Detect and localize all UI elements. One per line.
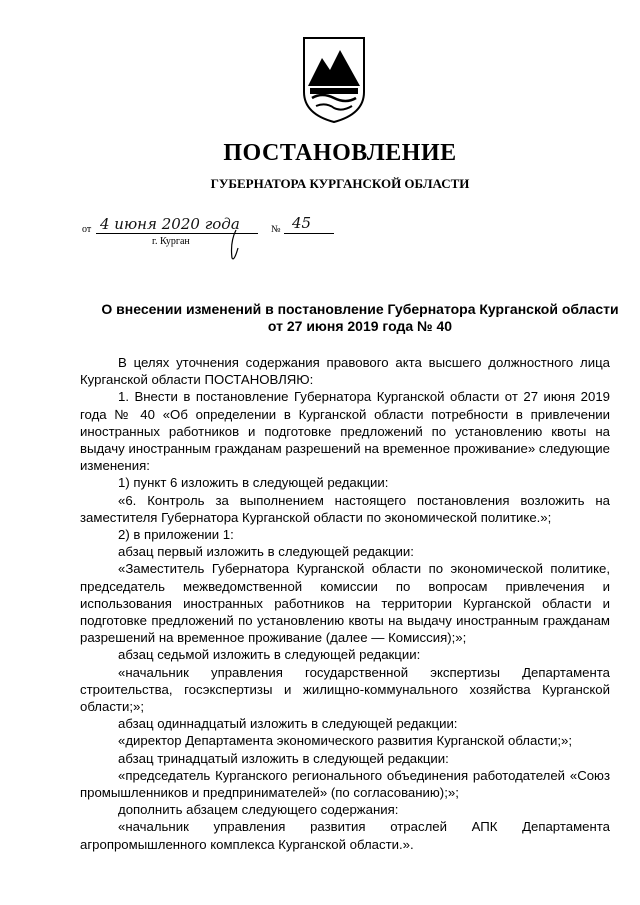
document-type-heading: ПОСТАНОВЛЕНИЕ (223, 140, 457, 166)
handwritten-number: 45 (292, 214, 312, 232)
document-body (80, 354, 610, 853)
title-line: О внесении изменений в постановление Губернатора Курганской области (101, 301, 619, 317)
coat-of-arms-emblem (302, 36, 366, 124)
paragraph-quote-expertise: «начальник управления государственной экспертизы Департамента строительства, госэкспертизы и жилищно-коммунального хозяйства Курганской области;»; (80, 664, 610, 715)
handwritten-date: 4 июня 2020 года (100, 215, 240, 233)
paragraph-quote-point-6: «6. Контроль за выполнением настоящего постановления возложить на заместителя Губернатора Курганской области по экономической политике.»; (80, 492, 610, 525)
paragraph-subitem-1: 1) пункт 6 изложить в следующей редакции: (118, 475, 389, 491)
paragraph-add-abzac: дополнить абзацем следующего содержания: (118, 802, 399, 818)
signature-mark (226, 228, 242, 264)
paragraph-quote-chairman: «председатель Курганского регионального объединения работодателей «Союз промышленников и предпринимателей» (по согласованию);»; (80, 767, 610, 801)
paragraph-first-abzac: абзац первый изложить в следующей редакции: (118, 544, 414, 560)
paragraph-thirteenth-abzac: абзац тринадцатый изложить в следующей редакции: (118, 750, 449, 766)
paragraph-seventh-abzac: абзац седьмой изложить в следующей редакции: (118, 647, 421, 663)
document-title (60, 301, 640, 335)
number-prefix: № (271, 224, 281, 235)
paragraph-quote-deputy: «Заместитель Губернатора Курганской области по экономической политике, председатель межведомственной комиссии по вопросам привлечения и использования иностранных работников на территории Курганской области и подготовке предложений по установлению квоты на выдачу иностранным гражданам разрешений на временное проживание (далее — Комиссия);»; (80, 561, 610, 646)
city-label: г. Курган (152, 236, 190, 247)
issuing-authority: ГУБЕРНАТОРА КУРГАНСКОЙ ОБЛАСТИ (210, 176, 470, 191)
paragraph-item-1: 1. Внести в постановление Губернатора Курганской области от 27 июня 2019 года № 40 «Об определении в Курганской области потребности в привлечении иностранных работников и подготовке предложений по установлению квоты на выдачу иностранным гражданам разрешений на временное проживание» следующие изменения: (80, 389, 610, 474)
paragraph-quote-director: «директор Департамента экономического развития Курганской области;»; (118, 733, 573, 749)
paragraph-preamble: В целях уточнения содержания правового акта высшего должностного лица Курганской области ПОСТАНОВЛЯЮ: (80, 355, 610, 388)
date-prefix: от (82, 224, 92, 235)
number-underline (284, 233, 334, 234)
paragraph-subitem-2: 2) в приложении 1: (118, 527, 234, 543)
title-line: от 27 июня 2019 года № 40 (267, 318, 453, 334)
paragraph-quote-apk: «начальник управления развития отраслей АПК Департамента агропромышленного комплекса Курганской области.». (80, 819, 610, 852)
paragraph-eleventh-abzac: абзац одиннадцатый изложить в следующей редакции: (118, 716, 458, 732)
